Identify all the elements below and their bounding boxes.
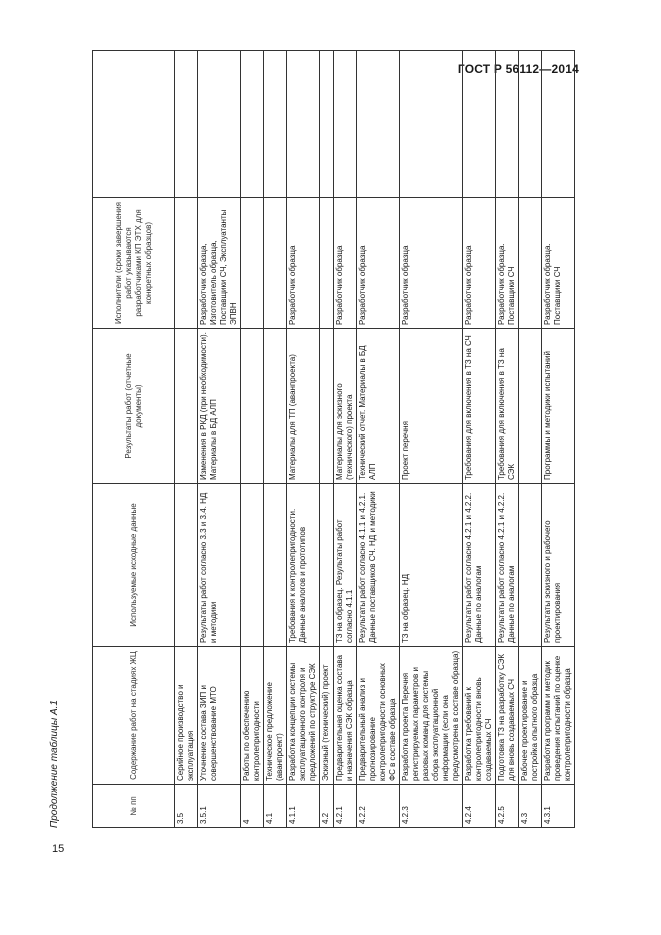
cell-content: Рабочее проектирование и постройка опытного образца	[519, 647, 542, 785]
cell-result	[241, 329, 264, 484]
cell-content: Разработка концепции системы эксплуатационного контроля и предложений по структуре СЭК	[287, 647, 320, 785]
col-header-result: Результаты работ (отчетные документы)	[93, 329, 175, 484]
cell-executor	[264, 198, 287, 329]
cell-number: 4.1.1	[287, 785, 320, 828]
table-row	[175, 51, 198, 828]
cell-input	[320, 484, 334, 647]
cell-input: Требования к контролепригодности. Данные аналогов и прототипов	[287, 484, 320, 647]
table-row	[264, 51, 287, 828]
cell-extra	[320, 51, 334, 198]
cell-content: Разработка проекта Перечня регистрируемых параметров и разовых команд для системы сбора эксплуатационной информации (если она предусмотрена в составе образца)	[400, 647, 463, 785]
cell-content: Серийное производство и эксплуатация	[175, 647, 198, 785]
cell-result	[320, 329, 334, 484]
table-row	[542, 51, 575, 828]
cell-executor: Разработчик образца	[400, 198, 463, 329]
cell-content: Техническое предложение (аванпроект)	[264, 647, 287, 785]
cell-extra	[400, 51, 463, 198]
cell-result	[175, 329, 198, 484]
cell-result	[264, 329, 287, 484]
cell-extra	[542, 51, 575, 198]
table-row	[198, 51, 241, 828]
table-row	[287, 51, 320, 828]
col-header-number: № пп	[93, 785, 175, 828]
cell-extra	[334, 51, 357, 198]
cell-result: Требования для включения в ТЗ на СЧ	[463, 329, 496, 484]
cell-extra	[287, 51, 320, 198]
table-row	[320, 51, 334, 828]
cell-input: Результаты эскизного и рабочего проектирования	[542, 484, 575, 647]
cell-executor	[320, 198, 334, 329]
cell-number: 4.2	[320, 785, 334, 828]
cell-executor: Разработчик образца, Изготовитель образца, Поставщики СЧ, Эксплуатанты ЭПВН	[198, 198, 241, 329]
cell-number: 4	[241, 785, 264, 828]
cell-executor: Разработчик образца	[287, 198, 320, 329]
table-row	[334, 51, 357, 828]
cell-input	[264, 484, 287, 647]
page-number: 15	[52, 843, 65, 855]
cell-input: ТЗ на образец. Результаты работ согласно 4.1.1	[334, 484, 357, 647]
cell-content: Подготовка ТЗ на разработку СЭК для вновь создаваемых СЧ	[496, 647, 519, 785]
cell-content: Эскизный (технический) проект	[320, 647, 334, 785]
cell-number: 4.3	[519, 785, 542, 828]
cell-executor: Разработчик образца	[357, 198, 400, 329]
cell-input: Результаты работ согласно 3.3 и 3.4. НД и методики	[198, 484, 241, 647]
cell-extra	[463, 51, 496, 198]
cell-content: Разработка требований к контролепригодности вновь создаваемых СЧ	[463, 647, 496, 785]
cell-content: Работы по обеспечению контролепригодности	[241, 647, 264, 785]
cell-number: 4.2.4	[463, 785, 496, 828]
cell-number: 3.5	[175, 785, 198, 828]
cell-result: Проект перечня	[400, 329, 463, 484]
cell-number: 4.3.1	[542, 785, 575, 828]
cell-extra	[264, 51, 287, 198]
cell-executor: Разработчик образца	[334, 198, 357, 329]
cell-extra	[241, 51, 264, 198]
cell-executor: Разработчик образца. Поставщики СЧ	[496, 198, 519, 329]
table-row	[400, 51, 463, 828]
table-row	[496, 51, 519, 828]
works-table	[92, 50, 575, 828]
cell-result	[519, 329, 542, 484]
cell-extra	[496, 51, 519, 198]
cell-number: 3.5.1	[198, 785, 241, 828]
cell-executor	[241, 198, 264, 329]
cell-result: Материалы для эскизного (технического) проекта	[334, 329, 357, 484]
col-header-extra	[93, 51, 175, 198]
cell-input	[175, 484, 198, 647]
cell-content: Уточнение состава ЗИП и совершенствование МТО	[198, 647, 241, 785]
cell-result: Материалы для ТП (аванпроекта)	[287, 329, 320, 484]
cell-input	[241, 484, 264, 647]
cell-content: Предварительный анализ и прогнозирование контролепригодности основных ФС в составе образца	[357, 647, 400, 785]
col-header-executor: Исполнители (сроки завершения работ указываются разработчиками КП ЭТХ для конкретных образцов)	[93, 198, 175, 329]
cell-extra	[175, 51, 198, 198]
cell-number: 4.1	[264, 785, 287, 828]
cell-result: Программы и методики испытаний	[542, 329, 575, 484]
table-row	[241, 51, 264, 828]
cell-extra	[519, 51, 542, 198]
rotated-table-area	[48, 93, 572, 828]
cell-input: Результаты работ согласно 4.2.1 и 4.2.2. Данные по аналогам	[463, 484, 496, 647]
cell-content: Предварительная оценка состава и назначения СЭК образца	[334, 647, 357, 785]
cell-result: Изменения в РКД (при необходимости). Материалы в БД АЛП	[198, 329, 241, 484]
table-row	[357, 51, 400, 828]
cell-input: ТЗ на образец. НД	[400, 484, 463, 647]
cell-executor	[175, 198, 198, 329]
cell-input: Результаты работ согласно 4.2.1 и 4.2.2. Данные по аналогам	[496, 484, 519, 647]
cell-number: 4.2.1	[334, 785, 357, 828]
cell-executor	[519, 198, 542, 329]
table-row	[519, 51, 542, 828]
col-header-input: Используемые исходные данные	[93, 484, 175, 647]
cell-number: 4.2.2	[357, 785, 400, 828]
cell-number: 4.2.5	[496, 785, 519, 828]
col-header-content: Содержание работ на стадиях ЖЦ	[93, 647, 175, 785]
cell-number: 4.2.3	[400, 785, 463, 828]
standard-header: ГОСТ Р 56112—2014	[457, 62, 579, 76]
cell-result: Требования для включения в ТЗ на СЭК	[496, 329, 519, 484]
cell-executor: Разработчик образца. Поставщики СЧ	[542, 198, 575, 329]
table-caption: Продолжение таблицы А.1	[49, 700, 60, 828]
cell-input	[519, 484, 542, 647]
cell-content: Разработка программ и методик проведения испытаний по оценке контролепригодности образца	[542, 647, 575, 785]
table-row	[463, 51, 496, 828]
cell-result: Технический отчет. Материалы в БД АЛП	[357, 329, 400, 484]
table-header-row	[93, 51, 175, 828]
cell-executor: Разработчик образца	[463, 198, 496, 329]
cell-input: Результаты работ согласно 4.1.1 и 4.2.1. Данные поставщиков СЧ. НД и методики	[357, 484, 400, 647]
cell-extra	[357, 51, 400, 198]
cell-extra	[198, 51, 241, 198]
